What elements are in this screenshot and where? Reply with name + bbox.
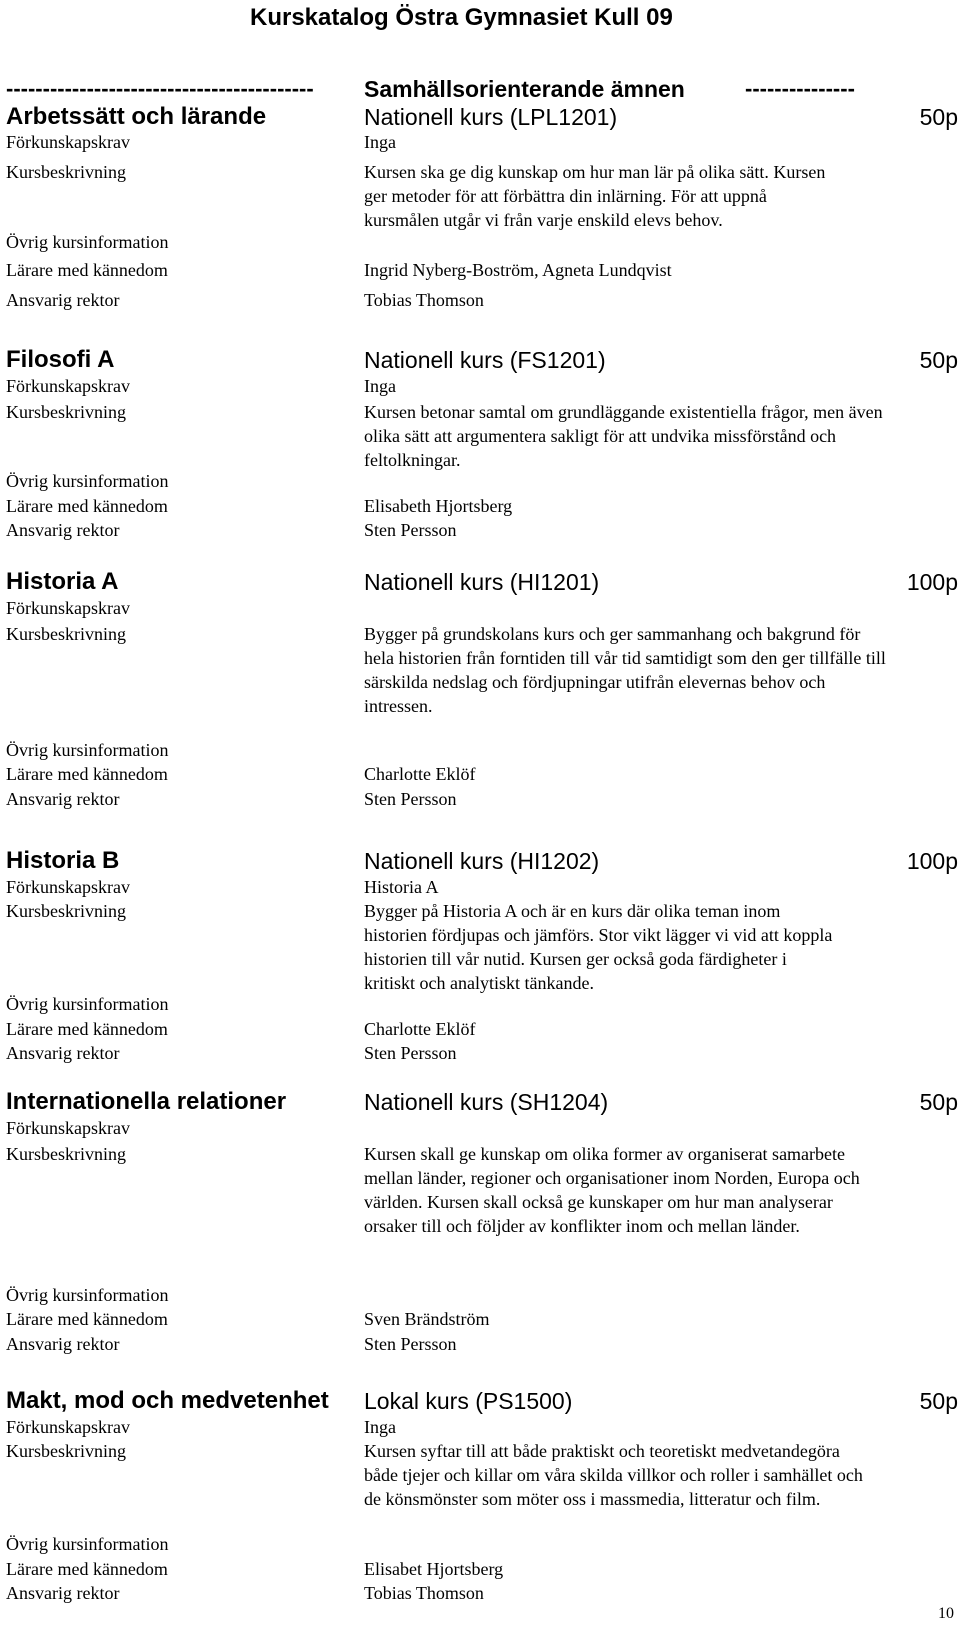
- description-label: Kursbeskrivning: [6, 1441, 126, 1461]
- course-name: Historia A: [6, 568, 119, 595]
- description-text: Kursen skall ge kunskap om olika former av organiserat samarbete mellan länder, regioner och organisationer inom Norden, Europa och världen. Kursen skall också ge kunskaper om hur man analyserar orsaker till och följder av konflikter inom och mellan länder.: [364, 1144, 860, 1236]
- description-text: Bygger på Historia A och är en kurs där olika teman inom historien fördjupas och jämförs. Stor vikt lägger vi vid att koppla historien till vår nutid. Kursen ger också goda färdigheter i kritiskt och analytiskt tänkande.: [364, 901, 833, 993]
- course-points: 100p: [906, 569, 958, 595]
- principal-label: Ansvarig rektor: [6, 520, 120, 540]
- prereq-label: Förkunskapskrav: [6, 376, 130, 396]
- prereq-label: Förkunskapskrav: [6, 877, 130, 897]
- principal-label: Ansvarig rektor: [6, 1043, 120, 1063]
- teacher-value: Charlotte Eklöf: [364, 764, 476, 784]
- course-name: Arbetssätt och lärande: [6, 103, 267, 130]
- other-info-label: Övrig kursinformation: [6, 471, 169, 491]
- description-text: Kursen ska ge dig kunskap om hur man lär på olika sätt. Kursen ger metoder för att förbättra din inlärning. För att uppnå kursmålen utgår vi från varje enskild elevs behov.: [364, 162, 826, 230]
- other-info-label: Övrig kursinformation: [6, 740, 169, 760]
- prereq-value: Inga: [364, 376, 396, 396]
- teacher-value: Elisabet Hjortsberg: [364, 1559, 504, 1579]
- principal-value: Sten Persson: [364, 789, 457, 809]
- other-info-label: Övrig kursinformation: [6, 1534, 169, 1554]
- course-type: Nationell kurs (HI1201): [364, 569, 600, 595]
- prereq-label: Förkunskapskrav: [6, 598, 130, 618]
- prereq-value: Inga: [364, 132, 396, 152]
- course-name: Internationella relationer: [6, 1088, 287, 1115]
- page-number: 10: [938, 1605, 954, 1622]
- section-divider-left: ------------------------------------------: [6, 76, 314, 101]
- page-title: Kurskatalog Östra Gymnasiet Kull 09: [250, 4, 673, 31]
- principal-value: Sten Persson: [364, 1043, 457, 1063]
- other-info-label: Övrig kursinformation: [6, 1285, 169, 1305]
- teacher-label: Lärare med kännedom: [6, 260, 168, 280]
- course-points: 100p: [906, 848, 958, 874]
- course-points: 50p: [919, 347, 958, 373]
- section-heading: Samhällsorienterande ämnen: [364, 76, 685, 102]
- description-label: Kursbeskrivning: [6, 402, 126, 422]
- description-label: Kursbeskrivning: [6, 901, 126, 921]
- section-divider-right: ---------------: [745, 76, 855, 101]
- prereq-label: Förkunskapskrav: [6, 1417, 130, 1437]
- principal-label: Ansvarig rektor: [6, 290, 120, 310]
- teacher-value: Charlotte Eklöf: [364, 1019, 476, 1039]
- teacher-label: Lärare med kännedom: [6, 1309, 168, 1329]
- principal-label: Ansvarig rektor: [6, 1583, 120, 1603]
- teacher-value: Elisabeth Hjortsberg: [364, 496, 513, 516]
- course-points: 50p: [919, 1089, 958, 1115]
- principal-label: Ansvarig rektor: [6, 1334, 120, 1354]
- principal-label: Ansvarig rektor: [6, 789, 120, 809]
- teacher-label: Lärare med kännedom: [6, 1019, 168, 1039]
- course-type: Nationell kurs (SH1204): [364, 1089, 609, 1115]
- course-name: Makt, mod och medvetenhet: [6, 1387, 329, 1414]
- description-label: Kursbeskrivning: [6, 624, 126, 644]
- teacher-label: Lärare med kännedom: [6, 496, 168, 516]
- course-name: Filosofi A: [6, 346, 115, 373]
- course-points: 50p: [919, 1388, 958, 1414]
- prereq-label: Förkunskapskrav: [6, 132, 130, 152]
- teacher-label: Lärare med kännedom: [6, 1559, 168, 1579]
- other-info-label: Övrig kursinformation: [6, 994, 169, 1014]
- course-name: Historia B: [6, 847, 120, 874]
- other-info-label: Övrig kursinformation: [6, 232, 169, 252]
- prereq-value: Historia A: [364, 877, 439, 897]
- course-type: Nationell kurs (HI1202): [364, 848, 600, 874]
- teacher-value: Sven Brändström: [364, 1309, 490, 1329]
- principal-value: Sten Persson: [364, 520, 457, 540]
- teacher-label: Lärare med kännedom: [6, 764, 168, 784]
- prereq-value: Inga: [364, 1417, 396, 1437]
- description-text: Kursen syftar till att både praktiskt och teoretiskt medvetandegöra både tjejer och killar om våra skilda villkor och roller i samhället och de könsmönster som möter oss i massmedia, litteratur och film.: [364, 1441, 863, 1509]
- course-type: Nationell kurs (FS1201): [364, 347, 606, 373]
- teacher-value: Ingrid Nyberg-Boström, Agneta Lundqvist: [364, 260, 672, 280]
- principal-value: Sten Persson: [364, 1334, 457, 1354]
- description-text: Bygger på grundskolans kurs och ger sammanhang och bakgrund för hela historien från forntiden till vår tid samtidigt som den ger tillfälle till särskilda nedslag och fördjupningar utifrån elevernas behov och intressen.: [364, 624, 886, 716]
- principal-value: Tobias Thomson: [364, 290, 484, 310]
- description-label: Kursbeskrivning: [6, 1144, 126, 1164]
- description-label: Kursbeskrivning: [6, 162, 126, 182]
- course-type: Nationell kurs (LPL1201): [364, 104, 618, 130]
- course-points: 50p: [919, 104, 958, 130]
- course-type: Lokal kurs (PS1500): [364, 1388, 573, 1414]
- principal-value: Tobias Thomson: [364, 1583, 484, 1603]
- prereq-label: Förkunskapskrav: [6, 1118, 130, 1138]
- description-text: Kursen betonar samtal om grundläggande existentiella frågor, men även olika sätt att argumentera sakligt för att undvika missförstånd och feltolkningar.: [364, 402, 883, 470]
